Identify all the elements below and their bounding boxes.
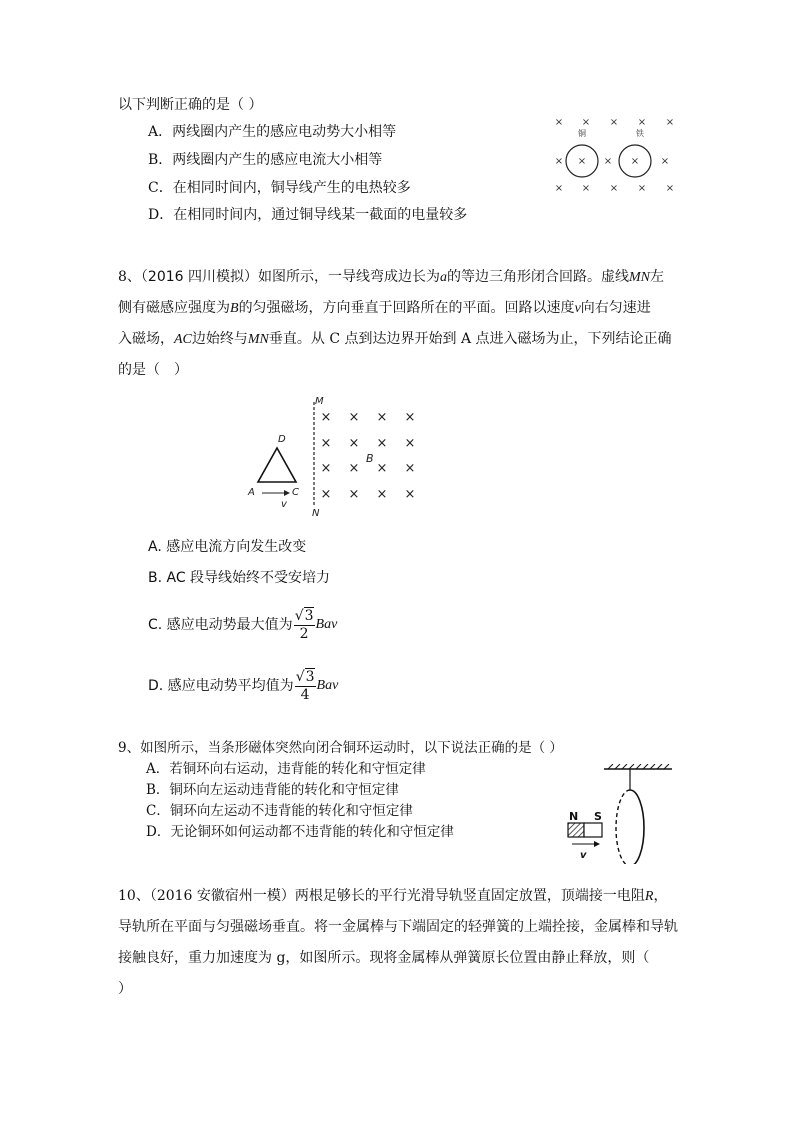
label-iron: 铁 <box>636 129 644 138</box>
q8-line-2: 侧有磁感应强度为B的匀强磁场，方向垂直于回路所在的平面。回路以速度v向右匀速进 <box>118 300 651 316</box>
label-copper: 铜 <box>578 129 586 138</box>
q8-source: （2016 四川模拟） <box>140 269 259 285</box>
q8-line-3: 入磁场，AC边始终与MN垂直。从 C 点到达边界开始到 A 点进入磁场为止，下列结论正确 <box>118 331 672 347</box>
q9-option-b: B．铜环向左运动违背能的转化和守恒定律 <box>146 782 399 798</box>
field-cross: × <box>577 156 587 167</box>
field-cross: × <box>637 183 647 194</box>
field-cross: × <box>320 461 332 476</box>
q7-option-b: B．两线圈内产生的感应电流大小相等 <box>148 152 383 168</box>
velocity-arrow <box>594 841 600 847</box>
label-n-pole: N <box>569 810 579 823</box>
field-cross: × <box>665 117 675 128</box>
q8-line-4: 的是（ ） <box>118 362 188 378</box>
field-cross: × <box>320 487 332 502</box>
field-cross: × <box>637 117 647 128</box>
field-cross: × <box>554 117 564 128</box>
triangle-loop <box>258 448 296 482</box>
q8-option-a: A. 感应电流方向发生改变 <box>148 539 307 555</box>
field-cross: × <box>603 156 613 167</box>
label-v: v <box>281 499 287 510</box>
label-a: A <box>248 487 255 498</box>
q7-stem: 以下判断正确的是（ ） <box>118 97 263 113</box>
field-cross: × <box>376 410 388 425</box>
field-cross: × <box>609 183 619 194</box>
field-cross: × <box>404 410 416 425</box>
q8-option-b: B. AC 段导线始终不受安培力 <box>148 570 331 586</box>
field-cross: × <box>348 461 360 476</box>
q9-option-c: C．铜环向左运动不违背能的转化和守恒定律 <box>146 803 413 819</box>
fraction-sqrt3-over-2: $\frac{√3}{2}$ <box>294 607 314 642</box>
label-n: N <box>312 508 320 519</box>
q8-line-1: 8、（2016 四川模拟）如图所示，一导线弯成边长为a的等边三角形闭合回路。虚线MN左 <box>118 269 665 285</box>
q8-option-c: C. 感应电动势最大值为 $\frac{√3}{2}$ Bav <box>148 607 338 642</box>
field-cross: × <box>348 436 360 451</box>
field-cross: × <box>554 156 564 167</box>
label-m: M <box>315 396 324 407</box>
magnet-north-end <box>568 823 584 837</box>
field-cross: × <box>376 487 388 502</box>
label-b: B <box>366 452 374 465</box>
field-cross: × <box>404 487 416 502</box>
q10-line-3: 接触良好，重力加速度为 g，如图所示。现将金属棒从弹簧原长位置由静止释放，则（ <box>118 950 650 966</box>
label-c: C <box>292 487 299 498</box>
field-cross: × <box>376 461 388 476</box>
copper-ring <box>630 790 644 864</box>
field-cross: × <box>665 183 675 194</box>
fraction-sqrt3-over-4: $\frac{√3}{4}$ <box>295 668 315 703</box>
field-cross: × <box>320 436 332 451</box>
q7-figure-coils <box>548 110 684 196</box>
q8-option-d: D. 感应电动势平均值为 $\frac{√3}{4}$ Bav <box>148 668 339 703</box>
q9-option-a: A．若铜环向右运动，违背能的转化和守恒定律 <box>146 761 426 777</box>
q7-option-a: A．两线圈内产生的感应电动势大小相等 <box>148 124 397 140</box>
label-d: D <box>278 434 286 445</box>
label-s-pole: S <box>594 810 602 823</box>
field-cross: × <box>581 117 591 128</box>
field-cross: × <box>404 436 416 451</box>
field-cross: × <box>554 183 564 194</box>
field-cross: × <box>660 156 670 167</box>
q7-option-c: C．在相同时间内，铜导线产生的电热较多 <box>148 180 411 196</box>
field-cross: × <box>630 156 640 167</box>
q9-figure-magnet-ring <box>560 764 680 864</box>
q8-figure-triangle-field <box>240 392 430 520</box>
field-cross: × <box>376 436 388 451</box>
field-cross: × <box>581 183 591 194</box>
q10-line-2: 导轨所在平面与匀强磁场垂直。将一金属棒与下端固定的轻弹簧的上端拴接，金属棒和导轨 <box>118 919 678 935</box>
q10-line-1: 10、（2016 安徽宿州一模）两根足够长的平行光滑导轨竖直固定放置，顶端接一电阻R， <box>118 888 668 904</box>
field-cross: × <box>609 117 619 128</box>
velocity-arrow <box>284 490 290 496</box>
q9-stem: 9、如图所示，当条形磁体突然向闭合铜环运动时，以下说法正确的是（ ） <box>118 740 563 756</box>
q8-number: 8、 <box>118 269 141 285</box>
field-cross: × <box>348 487 360 502</box>
q9-option-d: D．无论铜环如何运动都不违背能的转化和守恒定律 <box>146 824 454 840</box>
field-cross: × <box>320 410 332 425</box>
field-cross: × <box>404 461 416 476</box>
label-v: v <box>580 850 587 861</box>
q10-line-4: ） <box>118 981 132 997</box>
q7-option-d: D．在相同时间内，通过铜导线某一截面的电量较多 <box>148 207 468 223</box>
field-cross: × <box>348 410 360 425</box>
magnet-south-end <box>584 823 602 837</box>
